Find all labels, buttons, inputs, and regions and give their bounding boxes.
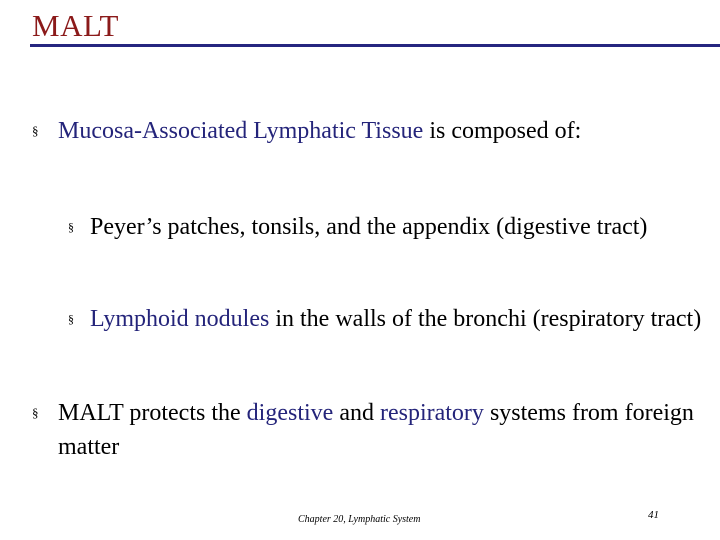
- title-divider: [30, 44, 720, 47]
- bullet-highlight: Mucosa-Associated Lymphatic Tissue: [58, 118, 424, 144]
- bullet-text: in the walls of the bronchi (respiratory tract): [269, 306, 702, 332]
- bullet-text: Peyer’s patches, tonsils, and the appendix (digestive tract): [90, 214, 648, 240]
- bullet-malt-definition: [32, 114, 708, 148]
- bullet-marker-icon: §: [68, 220, 74, 234]
- slide-title: MALT: [32, 8, 119, 43]
- sub-bullet-peyers-patches: [68, 210, 710, 244]
- bullet-malt-protects: [32, 396, 708, 464]
- bullet-text: systems from foreign matter: [58, 400, 694, 460]
- footer-chapter: Chapter 20, Lymphatic System: [298, 514, 421, 525]
- bullet-text: and: [333, 400, 380, 426]
- sub-bullet-lymphoid-nodules: [68, 302, 710, 336]
- bullet-text: is composed of:: [423, 118, 582, 144]
- bullet-marker-icon: §: [32, 405, 39, 420]
- bullet-text: MALT protects the: [58, 400, 247, 426]
- page-number: 41: [648, 509, 659, 521]
- bullet-highlight-respiratory: respiratory: [379, 400, 484, 426]
- bullet-highlight-digestive: digestive: [246, 400, 334, 426]
- bullet-marker-icon: §: [68, 312, 74, 326]
- bullet-marker-icon: §: [32, 123, 39, 138]
- bullet-highlight: Lymphoid nodules: [90, 306, 270, 332]
